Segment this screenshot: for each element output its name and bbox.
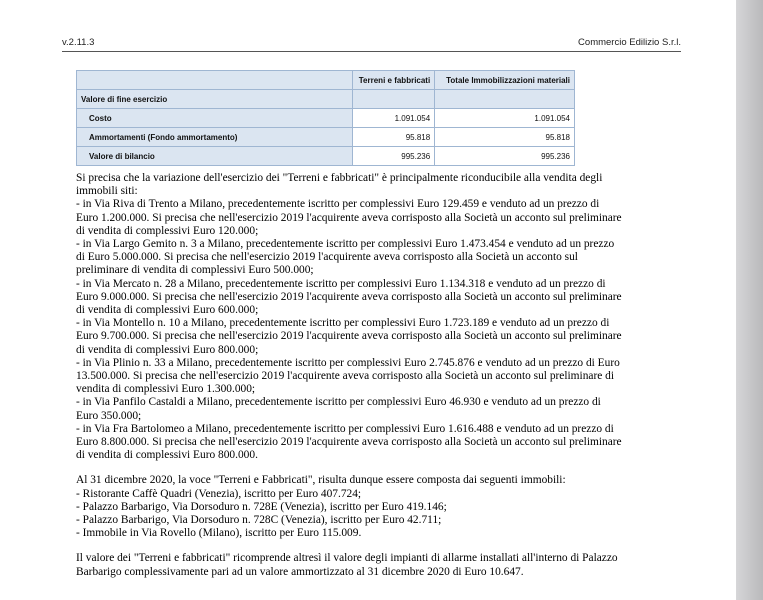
paragraph-sales: Si precisa che la variazione dell'esercizio dei "Terreni e fabbricati" è principalmente riconducibile alla vendita degli immobili siti: - in Via Riva di Trento a Milano, precedentemente iscritto per complessivi Euro 129.459 e venduto ad un prezzo di Euro 1.200.000. Si precisa che nell'esercizio 2019 l'acquirente aveva corrisposto alla Società un acconto sul preliminare di vendita di complessivi Euro 120.000; - in Via Largo Gemito n. 3 a Milano, precedentemente iscritto per complessivi Euro 1.473.454 e venduto ad un prezzo di Euro 5.000.000. Si precisa che nell'esercizio 2019 l'acquirente aveva corrisposto alla Società un acconto sul preliminare di vendita di complessivi Euro 500.000; - in Via Mercato n. 28 a Milano, precedentemente iscritto per complessivi Euro 1.134.318 e venduto ad un prezzo di Euro 9.000.000. Si precisa che nell'esercizio 2019 l'acquirente aveva corrisposto alla Società un acconto sul preliminare di vendita di complessivi Euro 600.000; - in Via Montello n. 10 a Milano, precedentemente iscritto per complessivi Euro 1.723.189 e venduto ad un prezzo di Euro 9.700.000. Si precisa che nell'esercizio 2019 l'acquirente aveva corrisposto alla Società un acconto sul preliminare di vendita di complessivi Euro 800.000; - in Via Plinio n. 33 a Milano, precedentemente iscritto per complessivi Euro 2.745.876 e venduto ad un prezzo di Euro 13.500.000. Si precisa che nell'esercizio 2019 l'acquirente aveva corrisposto alla Società un acconto sul preliminare di vendita di complessivi Euro 1.300.000; - in Via Panfilo Castaldi a Milano, precedentemente iscritto per complessivi Euro 46.930 e venduto ad un prezzo di Euro 350.000; - in Via Fra Bartolomeo a Milano, precedentemente iscritto per complessivi Euro 1.616.488 e venduto ad un prezzo di Euro 8.800.000. Si precisa che nell'esercizio 2019 l'acquirente aveva corrisposto alla Società un acconto sul preliminare di vendita di complessivi Euro 800.000. [76,172,622,462]
company-name: Commercio Edilizio S.r.l. [578,37,681,48]
row-label: Valore di bilancio [77,147,353,166]
viewer-background [736,0,763,600]
section-label: Valore di fine esercizio [77,90,353,109]
version-label: v.2.11.3 [62,37,95,48]
row-label: Ammortamenti (Fondo ammortamento) [77,128,353,147]
table-header-row [77,71,575,90]
cell-value: 1.091.054 [353,109,435,128]
section-row [77,90,575,109]
row-label: Costo [77,109,353,128]
table-row [77,109,575,128]
column-header: Totale Immobilizzazioni materiali [435,71,575,90]
paragraph-alarm: Il valore dei "Terreni e fabbricati" ricomprende altresì il valore degli impianti di allarme installati all'interno di Palazzo Barbarigo complessivamente pari ad un valore ammortizzato al 31 dicembre 2020 di Euro 10.647. [76,552,618,578]
cell-value: 95.818 [353,128,435,147]
table-row [77,147,575,166]
header-divider [62,51,681,52]
body-text [76,172,676,579]
header-blank-cell [77,71,353,90]
fixed-assets-table [76,70,575,166]
paragraph-composition: Al 31 dicembre 2020, la voce "Terreni e Fabbricati", risulta dunque essere composta dai seguenti immobili: - Ristorante Caffè Quadri (Venezia), iscritto per Euro 407.724; - Palazzo Barbarigo, Via Dorsoduro n. 728E (Venezia), iscritto per Euro 419.146; - Palazzo Barbarigo, Via Dorsoduro n. 728C (Venezia), iscritto per Euro 42.711; - Immobile in Via Rovello (Milano), iscritto per Euro 115.009. [76,474,566,540]
table-row [77,128,575,147]
cell-value: 1.091.054 [435,109,575,128]
cell-value: 995.236 [435,147,575,166]
cell-value: 95.818 [435,128,575,147]
column-header: Terreni e fabbricati [353,71,435,90]
cell-value: 995.236 [353,147,435,166]
